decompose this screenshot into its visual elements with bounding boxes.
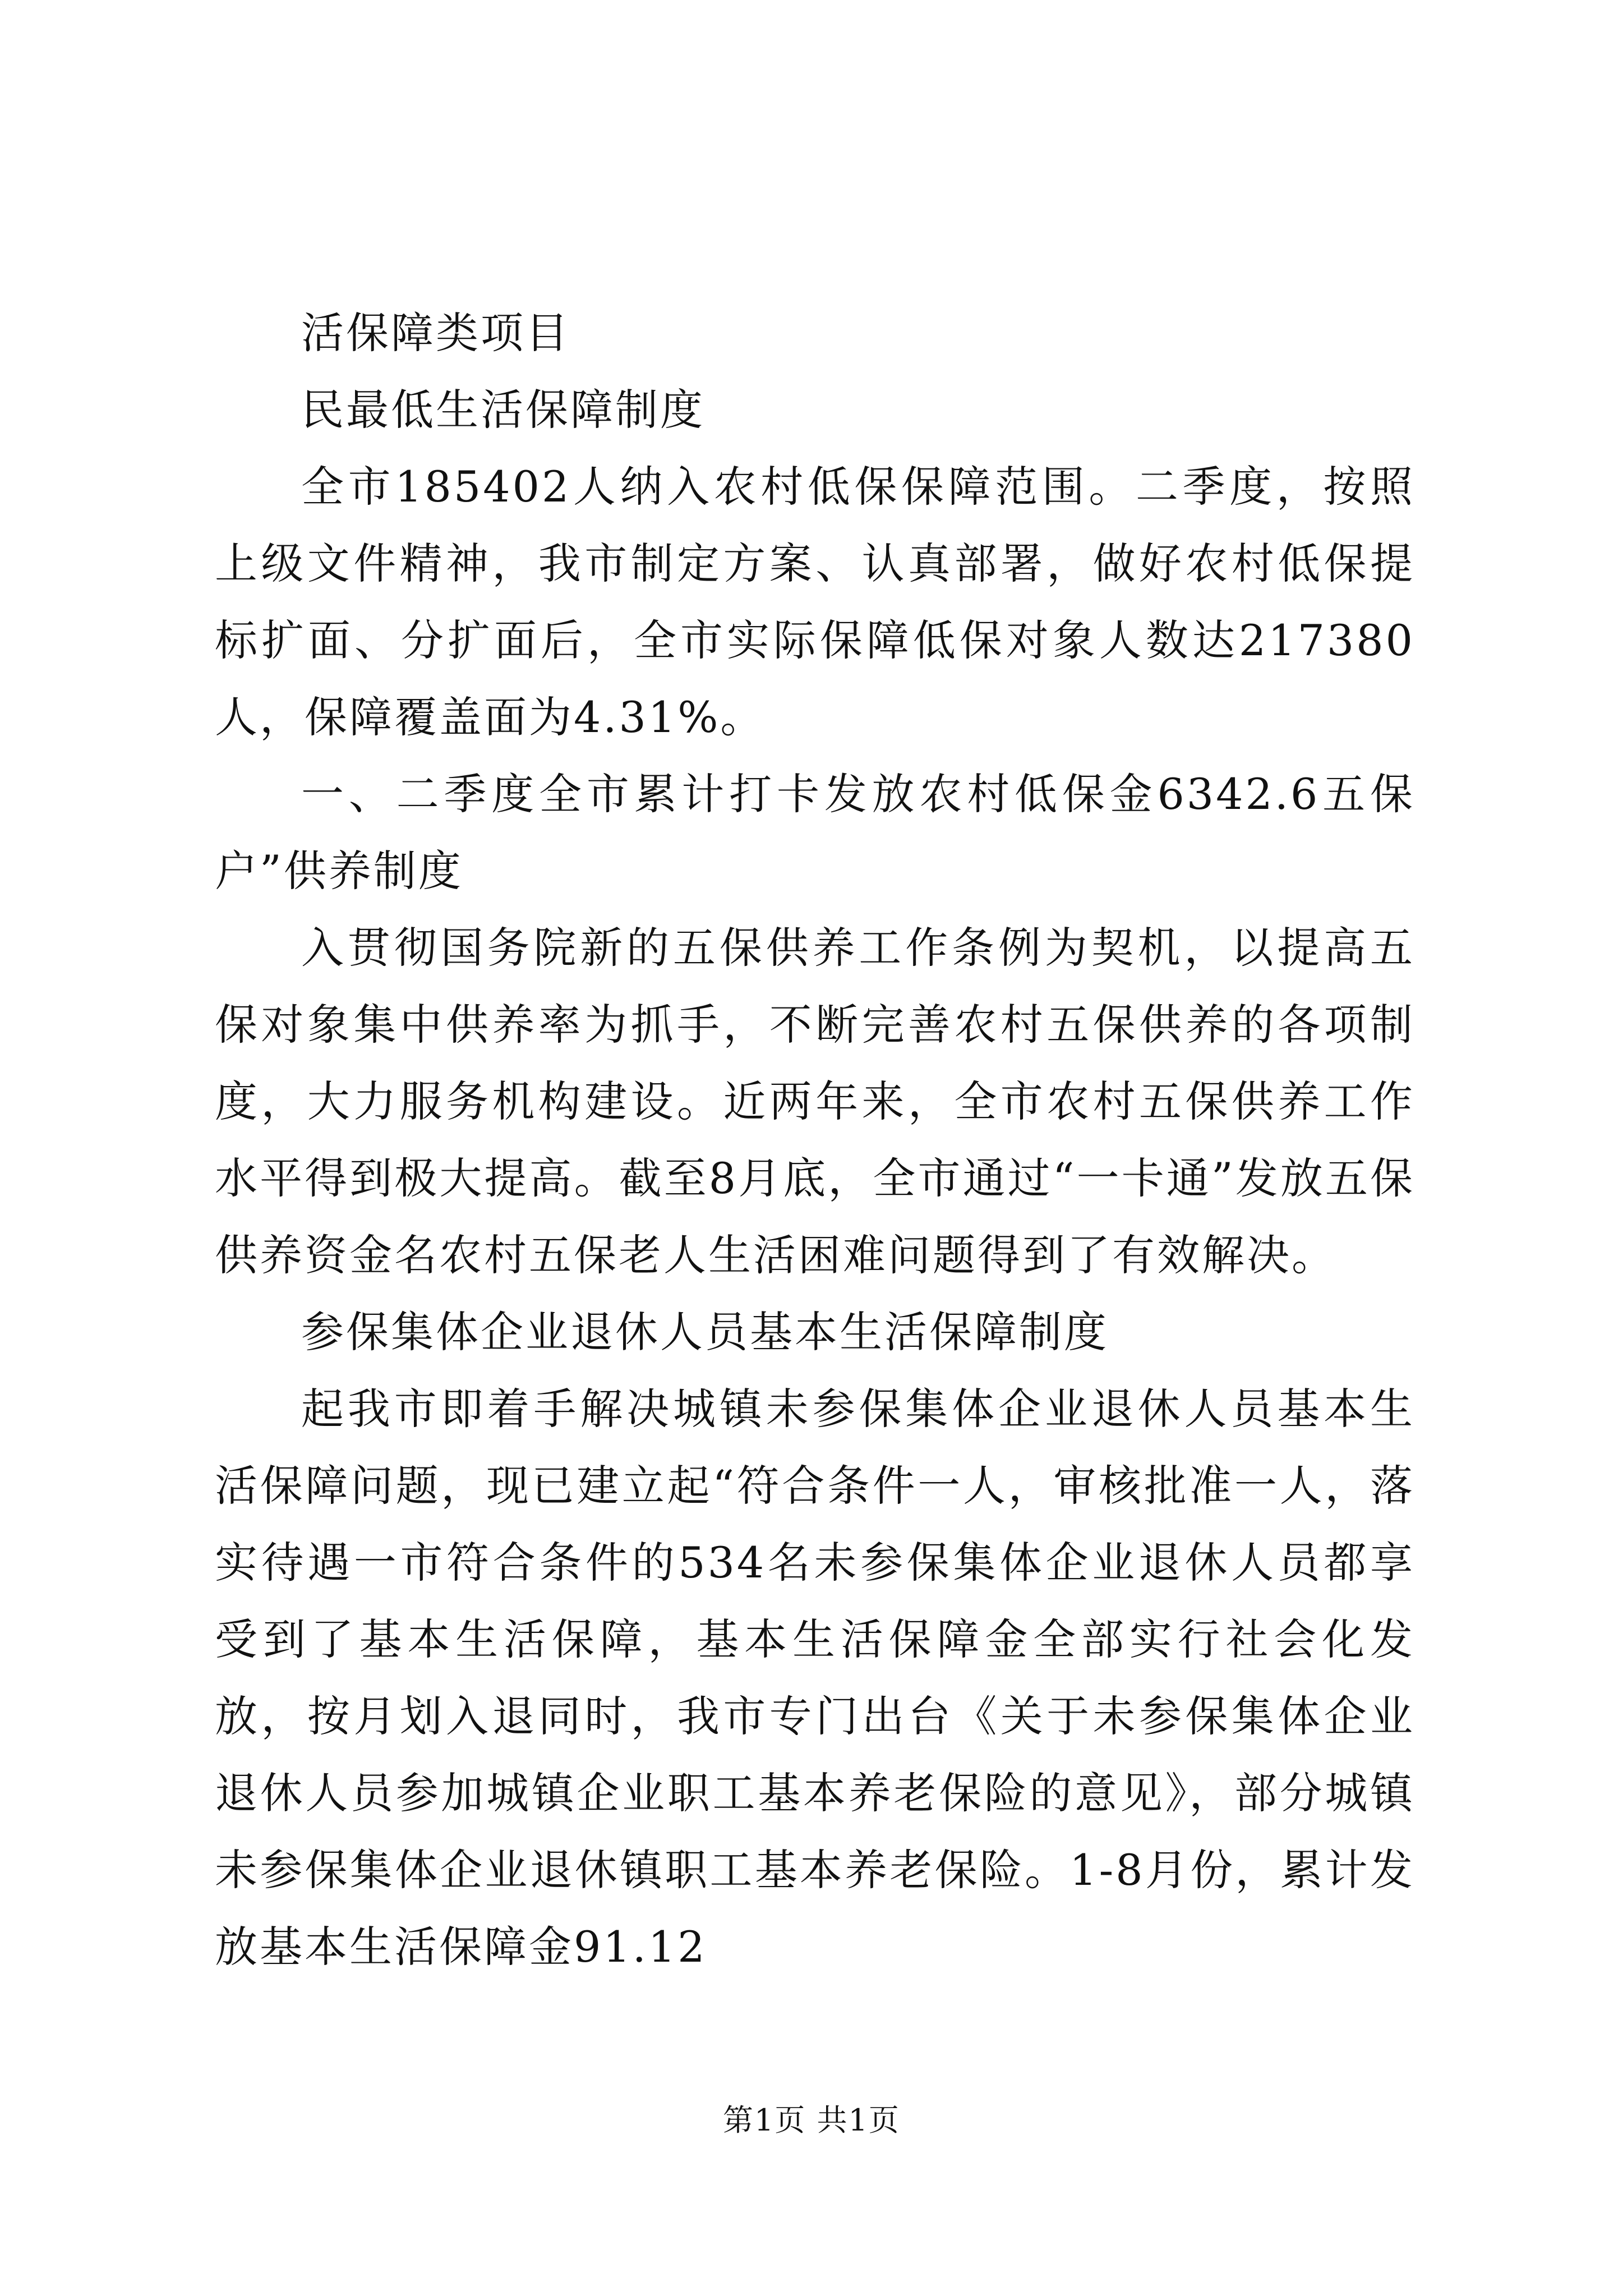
paragraph-low-income-coverage: 全市185402人纳入农村低保保障范围。二季度，按照上级文件精神，我市制定方案、认真部署，做好农村低保提标扩面、分扩面后，全市实际保障低保对象人数达217380人，保障覆盖面为4.31%。 (215, 462, 1415, 742)
paragraph-five-guarantee-heading: 一、二季度全市累计打卡发放农村低保金6342.6五保户”供养制度 (215, 769, 1415, 896)
paragraph-retiree-heading: 参保集体企业退休人员基本生活保障制度 (301, 1307, 1109, 1357)
page-number-footer: 第1页 共1页 (723, 2102, 900, 2138)
paragraph-section-heading-2: 民最低生活保障制度 (301, 385, 705, 435)
paragraph-retiree-support: 起我市即着手解决城镇未参保集体企业退休人员基本生活保障问题，现已建立起“符合条件一人，审核批准一人，落实待遇一市符合条件的534名未参保集体企业退休人员都享受到了基本生活保障，基本生活保障金全部实行社会化发放，按月划入退同时，我市专门出台《关于未参保集体企业退休人员参加城镇企业职工基本养老保险的意见》，部分城镇未参保集体企业退休镇职工基本养老保险。1-8月份，累计发放基本生活保障金91.12 (215, 1384, 1415, 1972)
document-body (215, 295, 1415, 1985)
paragraph-section-heading-1: 活保障类项目 (301, 308, 570, 358)
paragraph-five-guarantee-support: 入贯彻国务院新的五保供养工作条例为契机，以提高五保对象集中供养率为抓手，不断完善农村五保供养的各项制度，大力服务机构建设。近两年来，全市农村五保供养工作水平得到极大提高。截至8月底，全市通过“一卡通”发放五保供养资金名农村五保老人生活困难问题得到了有效解决。 (215, 923, 1415, 1280)
